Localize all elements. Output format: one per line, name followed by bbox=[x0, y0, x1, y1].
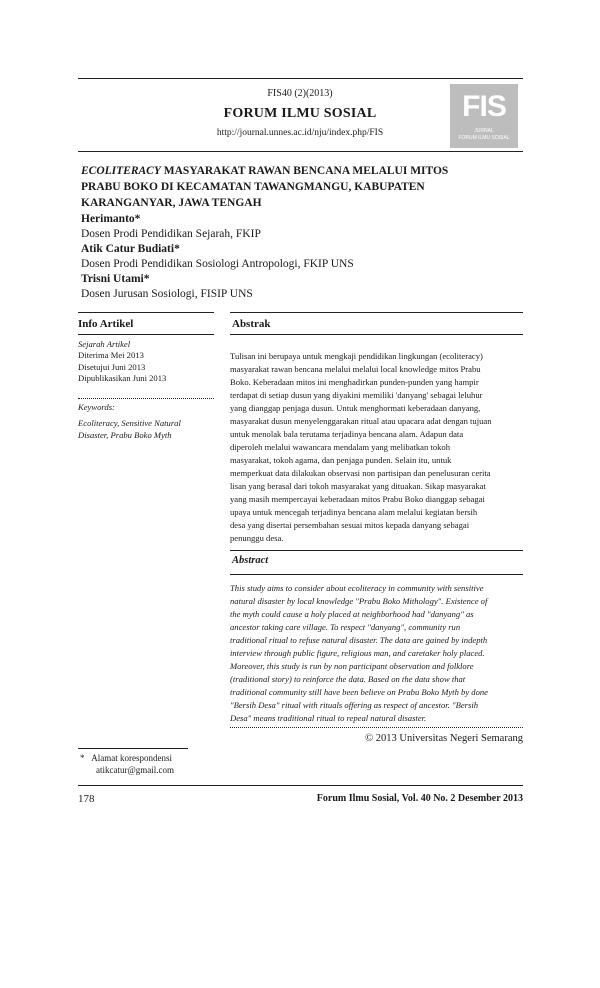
abstrak-line: Boko. Keberadaan mitos ini menghadirkan punden-punden yang hampir bbox=[230, 377, 479, 387]
approved-date: Disetujui Juni 2013 bbox=[78, 361, 146, 372]
abstract-top-rule bbox=[230, 550, 523, 551]
article-history bbox=[78, 339, 213, 385]
info-heading-rule bbox=[78, 334, 214, 335]
page-number: 178 bbox=[78, 793, 95, 805]
footnote-marker: * bbox=[80, 753, 85, 763]
journal-logo bbox=[450, 84, 518, 148]
abstrak-line: lisan yang berasal dari tokoh masyarakat yang dituakan. Sikap masyarakat bbox=[230, 481, 486, 491]
author-name: Trisni Utami* bbox=[81, 273, 150, 285]
footer-rule bbox=[78, 785, 523, 786]
journal-issue: Forum Ilmu Sosial, Vol. 40 No. 2 Desember 2013 bbox=[316, 793, 523, 804]
abstrak-line: masyarakat dusun menyelenggarakan ritual atau upacara adat dengan tujuan bbox=[230, 416, 492, 426]
author-affiliation: Dosen Jurusan Sosiologi, FISIP UNS bbox=[81, 288, 253, 300]
abstrak-line: masyarakat rawan bencana melalui melalui local knowledge mitos Prabu bbox=[230, 364, 481, 374]
info-heading: Info Artikel bbox=[78, 318, 134, 330]
abstract-line: interview through public figure, religious man, and caretaker holy placed. bbox=[230, 648, 485, 658]
author-block bbox=[81, 212, 521, 302]
title-italic: ECOLITERACY bbox=[81, 165, 161, 177]
title-line-3: KARANGANYAR, JAWA TENGAH bbox=[81, 197, 262, 209]
footnote bbox=[80, 752, 174, 776]
abstract-line: ancestor taking care village. To respect "danyang", community run bbox=[230, 622, 461, 632]
abstrak-line: desa yang disertai persembahan sesuai mitos kepada danyang sebagai bbox=[230, 520, 470, 530]
abstract-line: traditional ritual to refuse natural disaster. The data are gained by indepth bbox=[230, 635, 488, 645]
keywords-line: Disaster, Prabu Boko Myth bbox=[78, 429, 172, 440]
abstrak-line: yang dianggap penjaga dusun. Untuk menghormati keberadaan danyang, bbox=[230, 403, 481, 413]
abstract-line: Moreover, this study is run by non participant observation and folklore bbox=[230, 661, 474, 671]
footnote-label: Alamat korespondensi bbox=[91, 753, 172, 763]
abstrak-top-rule bbox=[230, 312, 523, 313]
title-line-2: PRABU BOKO DI KECAMATAN TAWANGMANGU, KABUPATEN bbox=[81, 181, 425, 193]
logo-text: FIS bbox=[462, 90, 506, 123]
abstrak-line: masyarakat, tokoh agama, dan penjaga punden. Selain itu, untuk bbox=[230, 455, 452, 465]
abstract-line: traditional community still have been believe on Prabu Boko Myth by done bbox=[230, 687, 488, 697]
published-date: Dipublikasikan Juni 2013 bbox=[78, 373, 167, 384]
abstract-line: Desa" means traditional ritual to repeal natural disaster. bbox=[230, 713, 427, 723]
abstract-heading: Abstract bbox=[232, 555, 269, 566]
abstrak-line: terdapat di setiap dusun yang diyakini memiliki 'danyang' sebagai leluhur bbox=[230, 390, 483, 400]
abstrak-body bbox=[230, 350, 523, 545]
copyright-notice: © 2013 Universitas Negeri Semarang bbox=[365, 733, 523, 744]
correspondence-email[interactable]: atikcatur@gmail.com bbox=[96, 765, 175, 775]
abstract-heading-rule bbox=[230, 574, 523, 575]
abstrak-line: Tulisan ini berupaya untuk mengkaji pendidikan lingkungan (ecoliteracy) bbox=[230, 351, 483, 361]
abstract-line: "Bersih Desa" ritual with rituals offering as respect of ancestor. "Bersih bbox=[230, 700, 479, 710]
abstract-line: This study aims to consider about ecoliteracy in community with sensitive bbox=[230, 583, 484, 593]
abstract-body bbox=[230, 582, 523, 725]
logo-subtext: JURNAL bbox=[474, 128, 494, 134]
title-line-1: MASYARAKAT RAWAN BENCANA MELALUI MITOS bbox=[160, 165, 449, 177]
journal-name: FORUM ILMU SOSIAL bbox=[223, 106, 377, 121]
article-title bbox=[81, 163, 521, 211]
keywords-label: Keywords: bbox=[78, 402, 115, 412]
keywords-block bbox=[78, 402, 213, 441]
footnote-rule bbox=[78, 748, 188, 749]
abstract-bottom-rule bbox=[230, 727, 523, 728]
abstrak-line: penunggu desa. bbox=[230, 533, 284, 543]
journal-url[interactable]: http://journal.unnes.ac.id/nju/index.php/FIS bbox=[216, 128, 384, 138]
abstract-line: natural disaster by local knowledge "Prabu Boko Mithology". Existence of bbox=[230, 596, 488, 606]
abstrak-line: yang masih mempercayai keberadaan mitos Prabu Boko dianggap sebagai bbox=[230, 494, 485, 504]
info-top-rule bbox=[78, 312, 214, 313]
abstrak-heading: Abstrak bbox=[232, 318, 271, 330]
author-affiliation: Dosen Prodi Pendidikan Sejarah, FKIP bbox=[81, 228, 261, 240]
keywords-rule bbox=[78, 398, 214, 399]
abstract-line: the myth could cause a holy placed at neighborhood had "danyang" as bbox=[230, 609, 474, 619]
author-affiliation: Dosen Prodi Pendidikan Sosiologi Antropologi, FKIP UNS bbox=[81, 258, 354, 270]
top-rule bbox=[78, 78, 523, 79]
logo-subtext-2: FORUM ILMU SOSIAL bbox=[458, 135, 510, 141]
journal-code: FIS40 (2)(2013) bbox=[267, 88, 333, 99]
received-date: Diterima Mei 2013 bbox=[78, 350, 144, 361]
keywords-line: Ecoliteracy, Sensitive Natural bbox=[78, 418, 181, 429]
abstrak-heading-rule bbox=[230, 334, 523, 335]
abstrak-line: diperoleh melalui wawancara mendalam yang melibatkan tokoh bbox=[230, 442, 451, 452]
author-name: Atik Catur Budiati* bbox=[81, 243, 180, 255]
abstract-line: (traditional story) to reinforce the data. Based on the data show that bbox=[230, 674, 466, 684]
history-label: Sejarah Artikel bbox=[78, 339, 131, 349]
abstrak-line: memperkuat data dilakukan observasi non partisipan dan penelusuran cerita bbox=[230, 468, 491, 478]
author-name: Herimanto* bbox=[81, 213, 141, 225]
abstrak-line: untuk menolak bala terutama terjadinya bencana alam. Adapun data bbox=[230, 429, 464, 439]
header-rule bbox=[78, 151, 523, 152]
abstrak-line: upaya untuk mencegah terjadinya bencana alam melalui kegiatan bersih bbox=[230, 507, 478, 517]
